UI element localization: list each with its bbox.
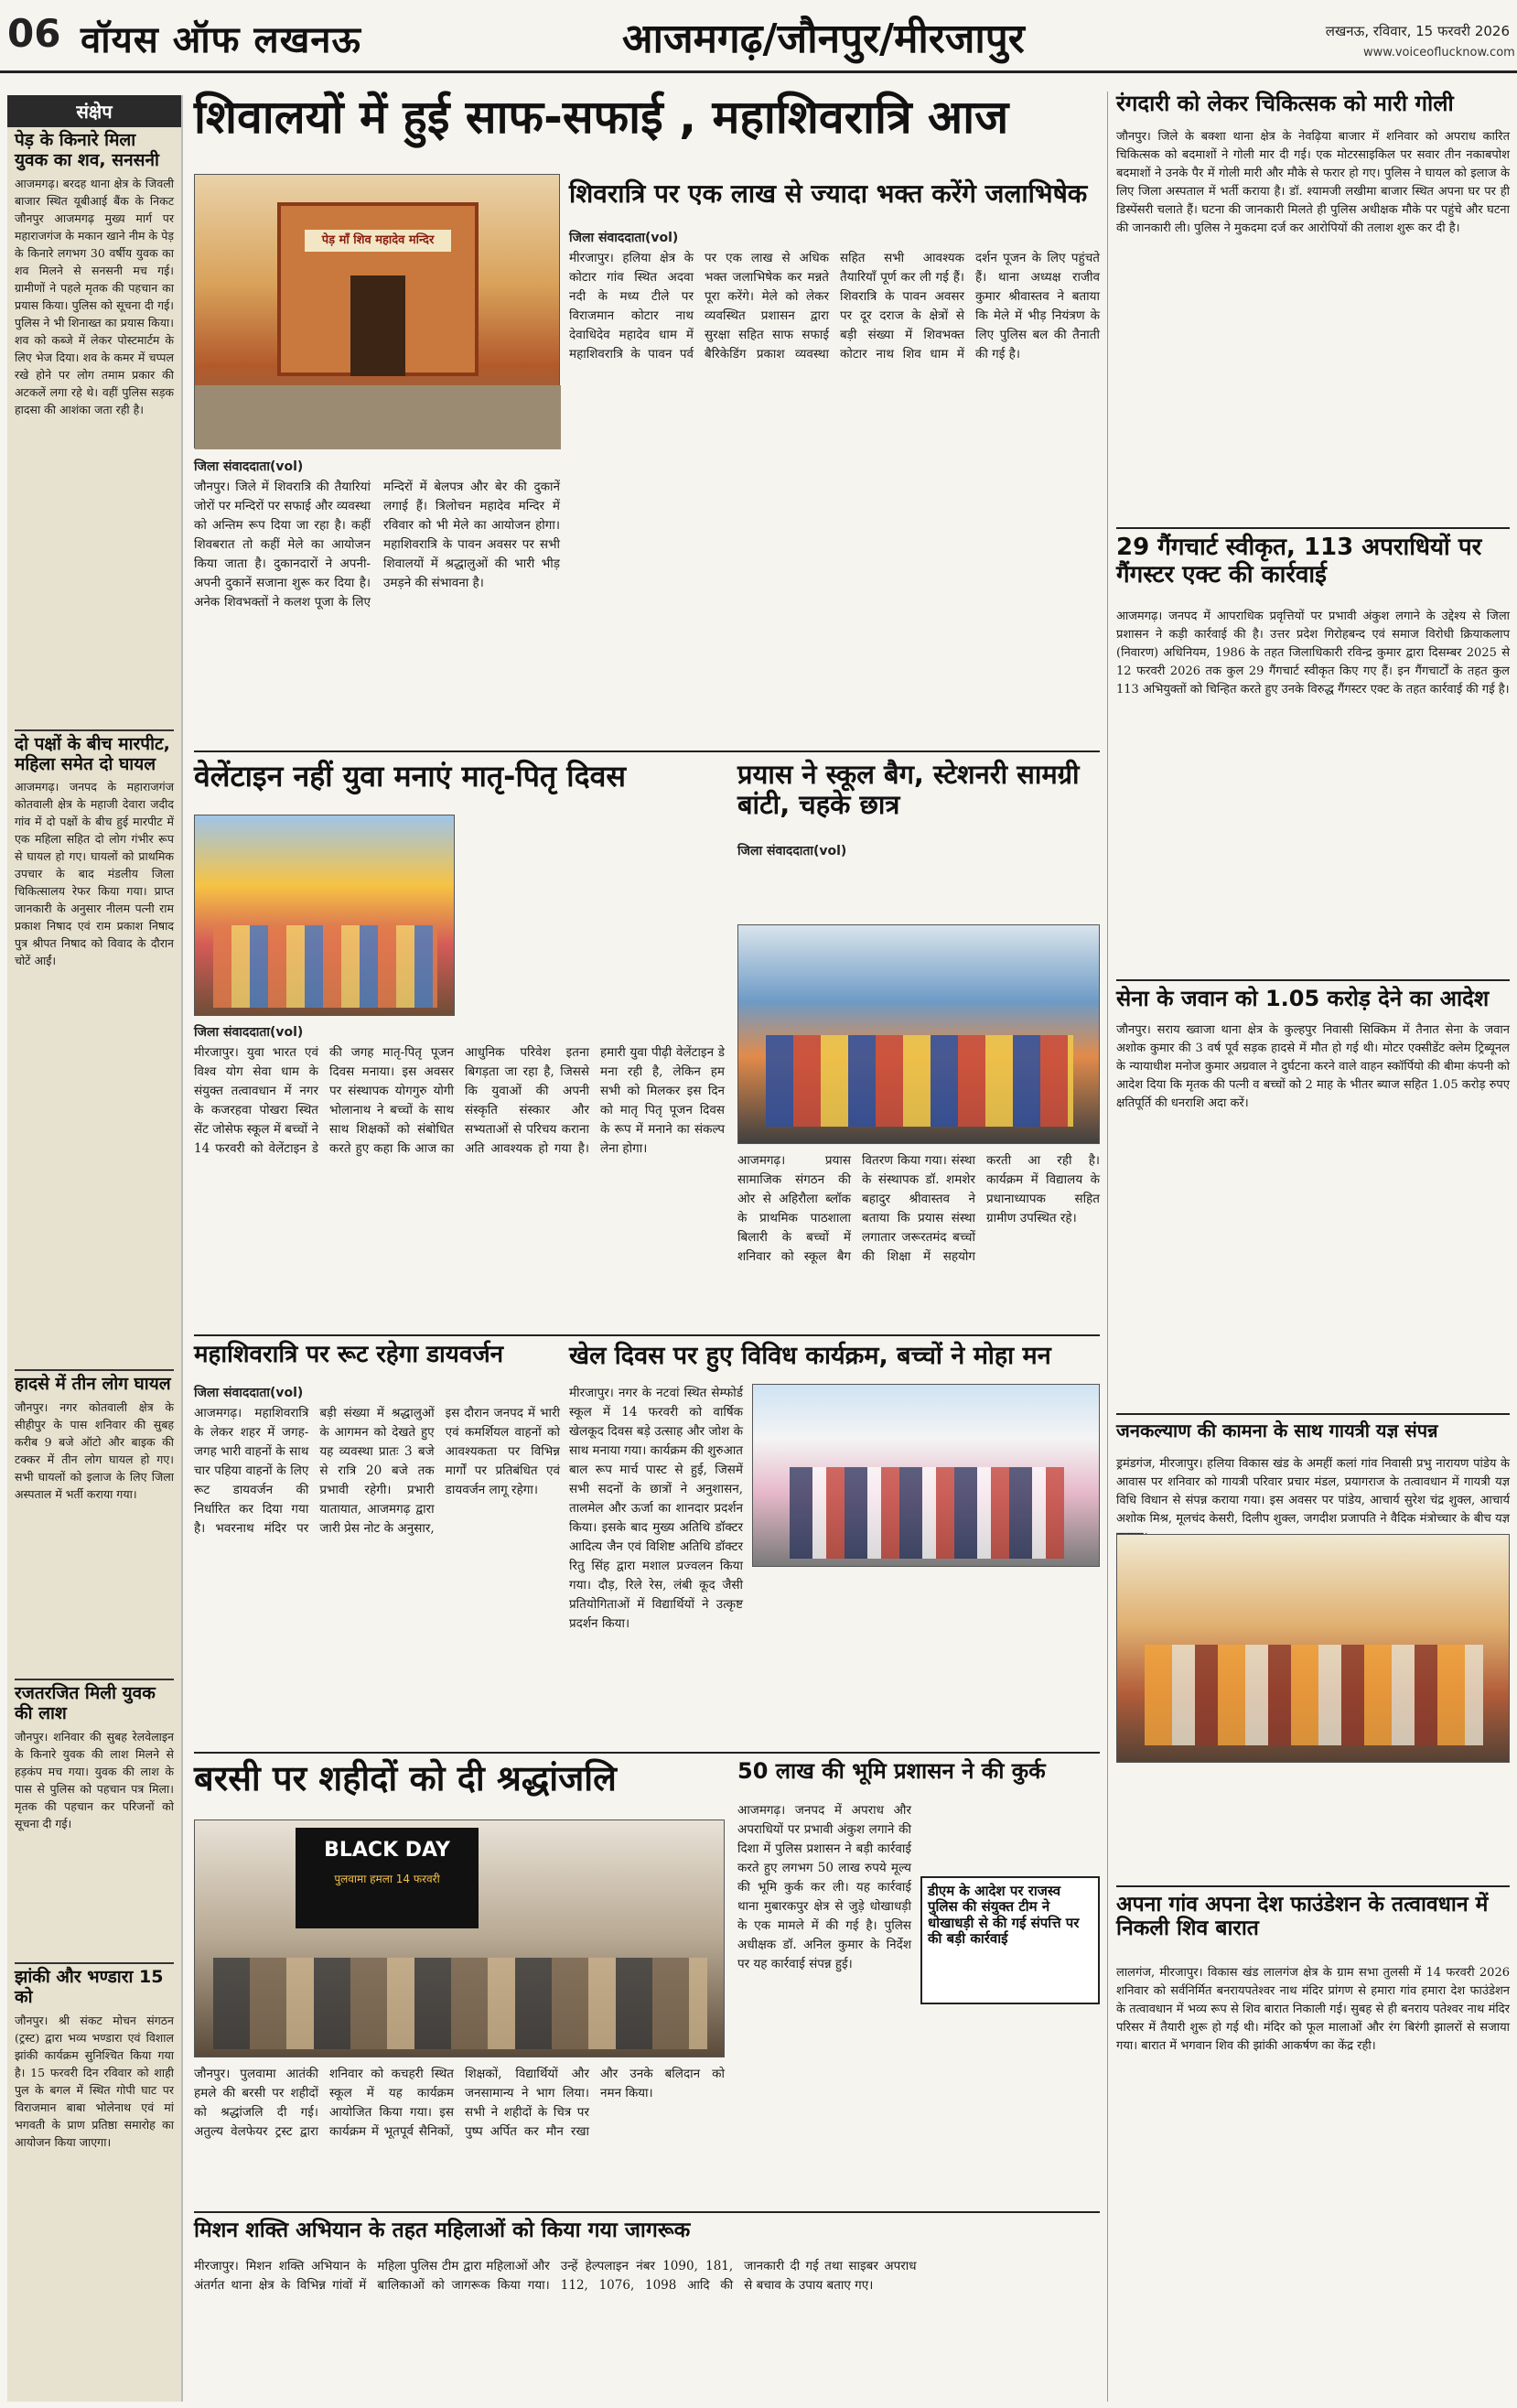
paper-name: वॉयस ऑफ लखनऊ (81, 19, 361, 61)
brief-title: पेड़ के किनारे मिला युवक का शव, सनसनी (15, 130, 159, 170)
story-text: आजमगढ़। जनपद में आपराधिक प्रवृत्तियों पर प्रभावी अंकुश लगाने के उद्देश्य से जिला प्रशासन ने कड़ी कार्रवाई की है। उत्तर प्रदेश गिरोहबन्द एवं समाज विरोधी क्रियाकलाप (निवारण) अधिनियम, 1986 के तहत जिलाधिकारी रविन्द्र कुमार द्वारा दिसम्बर 2025 से 12 फरवरी 2026 तक कुल 29 गैंगचार्ट स्वीकृत किए गए हैं। इन गैंगचार्टों के तहत कुल 113 अभियुक्तों को चिन्हित करते हुए उनके विरुद्ध गैंगस्टर एक्ट के तहत कार्रवाई की गई है। (1116, 610, 1510, 696)
story-text: मीरजापुर। मिशन शक्ति अभियान के अंतर्गत थाना क्षेत्र के विभिन्न गांवों में महिला पुलिस टीम द्वारा महिलाओं और बालिकाओं को जागरूक किया गया। उन्हें हेल्पलाइन नंबर 1090, 181, 112, 1076, 1098 आदि की जानकारी दी गई तथा साइबर अपराध से बचाव के उपाय बताए गए। (194, 2259, 917, 2293)
story-text: जौनपुर। सराय ख्वाजा थाना क्षेत्र के कुल्हपुर निवासी सिक्किम में तैनात सेना के जवान अशोक कुमार की 3 वर्ष पूर्व सड़क हादसे में मौत हो गई थी। मोटर एक्सीडेंट क्लेम ट्रिब्यूनल के न्यायाधीश मनोज कुमार अग्रवाल ने दुर्घटना करने वाले वाहन स्कॉर्पियो की बीमा कंपनी को आदेश दिया कि मृतक की पत्नी व बच्चों को 2 माह के भीतर ब्याज सहित 1.05 करोड़ रुपए क्षतिपूर्ति की धनराशि अदा करें। (1116, 1023, 1510, 1110)
school-bag-photo (737, 924, 1100, 1144)
divider (1116, 1413, 1510, 1415)
divider (1116, 527, 1510, 529)
sports-day-photo (752, 1384, 1100, 1567)
story-byline: जिला संवाददाता(vol) (194, 1386, 304, 1400)
divider (1116, 1885, 1510, 1887)
story-headline: वेलेंटाइन नहीं युवा मनाएं मातृ-पितृ दिवस (194, 759, 626, 794)
divider (1116, 979, 1510, 981)
story-headline: अपना गांव अपना देश फाउंडेशन के तत्वावधान में निकली शिव बारात (1116, 1893, 1489, 1941)
brief-text: जौनपुर। नगर कोतवाली क्षेत्र के सीहीपुर के पास शनिवार की सुबह करीब 9 बजे ऑटो और बाइक की टक्कर में तीन लोग घायल हो गए। सभी घायलों को इलाज के लिए जिला अस्पताल में भर्ती कराया गया। (15, 1400, 174, 1502)
story-text: जौनपुर। पुलवामा आतंकी हमले की बरसी पर शहीदों को श्रद्धांजलि दी गई। अतुल्य वेलफेयर ट्रस्ट द्वारा शनिवार को कचहरी स्थित स्कूल में यह कार्यक्रम आयोजित किया गया। इस कार्यक्रम में भूतपूर्व सैनिकों, शिक्षकों, विद्यार्थियों और जनसामान्य ने भाग लिया। सभी ने शहीदों के चित्र पर पुष्प अर्पित कर मौन रखा और उनके बलिदान को नमन किया। (194, 2067, 725, 2139)
story-headline: प्रयास ने स्कूल बैग, स्टेशनरी सामग्री बांटी, चहके छात्र (737, 759, 1080, 821)
story-headline: मिशन शक्ति अभियान के तहत महिलाओं को किया गया जागरूक (194, 2219, 691, 2242)
story-headline: खेल दिवस पर हुए विविध कार्यक्रम, बच्चों ने मोहा मन (569, 1342, 1051, 1370)
story-text: आजमगढ़। महाशिवरात्रि के लेकर शहर में जगह-जगह भारी वाहनों के साथ चार पहिया वाहनों के लिए रूट डायवर्जन की निर्धारित कर दिया गया है। भवरनाथ मंदिर पर बड़ी संख्या में श्रद्धालुओं के आगमन को देखते हुए यह व्यवस्था प्रातः 3 बजे से रात्रि 20 बजे तक प्रभावी रहेगी। प्रभारी यातायात, आजमगढ़ द्वारा जारी प्रेस नोट के अनुसार, इस दौरान जनपद में भारी एवं कमर्शियल वाहनों को आवश्यकता पर विभिन्न मार्गों पर प्रतिबंधित एवं डायवर्जन लागू रहेगा। (194, 1406, 560, 1536)
brief-title: दो पक्षों के बीच मारपीट, महिला समेत दो घायल (15, 729, 174, 775)
poster-subtitle: पुलवामा हमला 14 फरवरी (334, 1873, 440, 1885)
sidebar-briefs (7, 95, 183, 2402)
story-headline: रंगदारी को लेकर चिकित्सक को मारी गोली (1116, 91, 1454, 116)
page-number: 06 (7, 11, 61, 56)
dateline: लखनऊ, रविवार, 15 फरवरी 2026 (1325, 23, 1510, 39)
story-headline: महाशिवरात्रि पर रूट रहेगा डायवर्जन (194, 1341, 504, 1368)
divider (194, 750, 1100, 752)
story-text: मीरजापुर। युवा भारत एवं विश्व योग सेवा धाम के संयुक्त तत्वावधान में नगर के कजरहवा पोखरा स्थित सेंट जोसेफ स्कूल में बच्चों ने 14 फरवरी को वेलेंटाइन डे की जगह मातृ-पितृ पूजन दिवस मनाया। इस अवसर पर संस्थापक योगगुरु योगी भोलानाथ ने बच्चों के साथ साथ शिक्षकों को संबोधित करते हुए कहा कि आज का आधुनिक परिवेश इतना बिगड़ता जा रहा है, जिससे कि युवाओं की अपनी संस्कृति संस्कार और सभ्यताओं से परिचय कराना अति आवश्यक हो गया है। हमारी युवा पीढ़ी वेलेंटाइन डे मना रही है, लेकिन हम सभी को मिलकर इस दिन को मातृ पितृ पूजन दिवस के रूप में मनाने का संकल्प लेना होगा। (194, 1045, 725, 1156)
section-title: आजमगढ़/जौनपुर/मीरजापुर (622, 16, 1025, 62)
poster-title: BLACK DAY (324, 1839, 450, 1862)
brief-title: रजतरजित मिली युवक की लाश (15, 1679, 174, 1724)
black-day-poster (296, 1828, 479, 1928)
lead-headline: शिवालयों में हुई साफ-सफाई , महाशिवरात्रि आज (194, 91, 1009, 144)
brief-text: जौनपुर। श्री संकट मोचन संगठन (ट्रस्ट) द्वारा भव्य भण्डारा एवं विशाल झांकी कार्यक्रम सुनिश्चित किया गया है। 15 फरवरी दिन रविवार को शाही पुल के बगल में स्थित गोपी घाट पर विराजमान बाबा भोलेनाथ एवं मां भगवती के प्राण प्रतिष्ठा समारोह का आयोजन किया जाएगा। (15, 2013, 174, 2149)
story-headline: 29 गैंगचार्ट स्वीकृत, 113 अपराधियों पर गैंगस्टर एक्ट की कार्रवाई (1116, 534, 1482, 589)
brief-text: आजमगढ़। बरदह थाना क्षेत्र के जिवली बाजार स्थित यूबीआई बैंक के निकट जौनपुर आजमगढ़ मुख्य मार्ग पर महाराजगंज के मकान खाने नीम के पेड़ के किनारे लगभग 30 वर्षीय युवक का शव मिलने से सनसनी मच गई। ग्रामीणों ने पहले मृतक की पहचान का प्रयास किया। पुलिस को सूचना दी गई। पुलिस ने भी शिनाख्त का प्रयास किया। शव को कब्जे में लेकर पोस्टमार्टम के लिए भेज दिया। शव के कमर में चप्पल रखे होने पर लोग तमाम प्रकार की अटकलें लगा रहे थे। वहीं पुलिस सड़क हादसा की आशंका जता रही है। (15, 176, 174, 416)
story-text: लालगंज, मीरजापुर। विकास खंड लालगंज क्षेत्र के ग्राम सभा तुलसी में 14 फरवरी 2026 शनिवार को सर्वनिर्मित बनरायपतेश्वर नाथ मंदिर प्रांगण से हमारा गांव हमारा देश फाउंडेशन के तत्वावधान में भव्य रूप से शिव बारात निकाली गई। सुबह से ही बनराय पतेश्वर नाथ मंदिर परिसर में तैयारी शुरू हो गई थी। मंदिर को फूल मालाओं और रंग बिरंगी झालरों से सजाया गया। बारात में भगवान शिव की झांकी आकर्षण का केंद्र रही। (1116, 1966, 1510, 2053)
story-headline: शिवरात्रि पर एक लाख से ज्यादा भक्त करेंगे जलाभिषेक (569, 178, 1088, 209)
story-headline: बरसी पर शहीदों को दी श्रद्धांजलि (194, 1758, 617, 1798)
story-byline: जिला संवाददाता(vol) (569, 231, 679, 245)
brief-title: हादसे में तीन लोग घायल (15, 1369, 174, 1395)
story-headline: 50 लाख की भूमि प्रशासन ने की कुर्क (737, 1758, 1046, 1784)
lead-byline: जिला संवाददाता(vol) (194, 459, 304, 474)
divider (194, 1334, 1100, 1336)
masthead (0, 0, 1517, 73)
temple-photo (194, 174, 560, 448)
story-headline: जनकल्याण की कामना के साथ गायत्री यज्ञ संपन्न (1116, 1420, 1438, 1442)
story-headline: सेना के जवान को 1.05 करोड़ देने का आदेश (1116, 986, 1490, 1011)
story-byline: जिला संवाददाता(vol) (194, 1025, 304, 1040)
story-text: मीरजापुर। हलिया क्षेत्र के कोटार गांव स्थित अदवा नदी के मध्य टीले पर विराजमान कोटार नाथ देवाधिदेव महादेव धाम में महाशिवरात्रि के पावन पर्व पर एक लाख से अधिक भक्त जलाभिषेक कर मन्नते पूरा करेंगे। मेले को लेकर व्यवस्थित प्रशासन द्वारा सुरक्षा सहित साफ सफाई बैरिकेडिंग प्रकाश व्यवस्था सहित सभी आवश्यक तैयारियाँ पूर्ण कर ली गई हैं। शिवरात्रि के पावन अवसर पर दूर दराज के क्षेत्रों से बड़ी संख्या में शिवभक्त कोटार नाथ शिव धाम में दर्शन पूजन के लिए पहुंचते हैं। थाना अध्यक्ष राजीव कुमार श्रीवास्तव ने बताया कि मेले में भीड़ नियंत्रण के लिए पुलिस बल की तैनाती की गई है। (569, 251, 1100, 362)
brief-text: आजमगढ़। जनपद के महाराजगंज कोतवाली क्षेत्र के महाजी देवारा जदीद गांव में दो पक्षों के बीच हुई मारपीट में एक महिला सहित दो लोग गंभीर रूप से घायल हो गए। घायलों को प्राथमिक उपचार के बाद मंडलीय जिला चिकित्सालय रेफर किया गया। प्राप्त जानकारी के अनुसार नीलम पत्नी राम प्रकाश निषाद एवं राम प्रकाश निषाद पुत्र श्रीपत निषाद को विवाद के दौरान चोटें आईं। (15, 780, 174, 968)
column-rule (1107, 92, 1108, 2402)
story-byline: जिला संवाददाता(vol) (737, 844, 847, 858)
story-text: मीरजापुर। नगर के नटवां स्थित सेम्फोर्ड स्कूल में 14 फरवरी को वार्षिक खेलकूद दिवस बड़े उत्साह और जोश के साथ मनाया गया। कार्यक्रम की शुरुआत बाल रूप मार्च पास्ट से हुई, जिसमें सभी सदनों के छात्रों ने अनुशासन, तालमेल और ऊर्जा का शानदार प्रदर्शन किया। इसके बाद मुख्य अतिथि डॉक्टर आदित्य जैन एवं विशिष्ट अतिथि डॉक्टर रितु सिंह द्वारा मशाल प्रज्वलन किया गया। दौड़, रिले रेस, लंबी कूद जैसी प्रतियोगिताओं में विद्यार्थियों ने उत्कृष्ट प्रदर्शन किया। (569, 1386, 743, 1631)
lead-text: जौनपुर। जिले में शिवरात्रि की तैयारियां जोरों पर मन्दिरों पर सफाई और व्यवस्था को अन्तिम रूप दिया जा रहा है। कहीं शिवबरात तो कहीं मेले का आयोजन किया जाता है। दुकानदारों ने अपनी-अपनी दुकानें सजाना शुरू कर दिया है। अनेक शिवभक्तों ने कलश पूजा के लिए मन्दिरों में बेलपत्र और बेर की दुकानें लगाई हैं। त्रिलोचन महादेव मन्दिर में रविवार को भी मेले का आयोजन होगा। महाशिवरात्रि के पावन अवसर पर सभी शिवालयों में श्रद्धालुओं की भारी भीड़ उमड़ने की संभावना है। (194, 480, 560, 610)
story-text: आजमगढ़। प्रयास सामाजिक संगठन की ओर से अहिरौला ब्लॉक के प्राथमिक पाठशाला बिलारी के बच्चों में शनिवार को स्कूल बैग वितरण किया गया। संस्था के संस्थापक डॉ. शमशेर बहादुर श्रीवास्तव ने बताया कि प्रयास संस्था लगातार जरूरतमंद बच्चों की शिक्षा में सहयोग करती आ रही है। कार्यक्रम में विद्यालय के प्रधानाध्यापक सहित ग्रामीण उपस्थित रहे। (737, 1153, 1100, 1264)
temple-sign: पेड़ माँ शिव महादेव मन्दिर (305, 230, 451, 252)
brief-title: झांकी और भण्डारा 15 को (15, 1962, 174, 2008)
divider (194, 1752, 1100, 1754)
story-text: ड्रमंडगंज, मीरजापुर। हलिया विकास खंड के अमहीं कलां गांव निवासी प्रभु नारायण पांडेय के आवास पर शनिवार को गायत्री परिवार प्रचार मंडल, प्रयागराज के तत्वावधान में गायत्री यज्ञ विधि विधान से संपन्न कराया गया। इस अवसर पर पांडेय, आचार्य सुरेश चंद्र शुक्ल, आचार्य अशोक मिश्र, मूलचंद केसरी, दिलीप शुक्ल, जगदीश प्रजापति ने वैदिक मंत्रोच्चार के बीच यज्ञ (1116, 1457, 1510, 1526)
divider (194, 2211, 1100, 2213)
tribute-photo (194, 1819, 725, 2057)
website-link[interactable]: www.voiceoflucknow.com (1363, 46, 1515, 59)
sidebar-header: संक्षेप (7, 95, 181, 127)
children-event-photo (194, 815, 455, 1016)
story-subhead-box: डीएम के आदेश पर राजस्व पुलिस की संयुक्त टीम ने धोखाधड़ी से की गई संपत्ति पर की बड़ी कार्रवाई (920, 1876, 1100, 2004)
story-text: जौनपुर। जिले के बक्शा थाना क्षेत्र के नेवढ़िया बाजार में शनिवार को अपराध कारित चिकित्सक को बदमाशों ने गोली मार दी गई। एक मोटरसाइकिल पर सवार तीन नकाबपोश बदमाशों ने उनके पैर में गोली मारी और मौके से फरार हो गए। पुलिस ने घायल को इलाज के लिए जिला अस्पताल में भर्ती कराया है। डॉ. श्यामजी लखीमा बाजार स्थित अपना घर पर ही डिस्पेंसरी चलाते हैं। घटना की जानकारी मिलते ही पुलिस अधीक्षक मौके पर पहुंचे और घटना की जानकारी ली। पुलिस ने मुकदमा दर्ज कर आरोपियों की तलाश शुरू कर दी है। (1116, 130, 1510, 235)
story-text: आजमगढ़। जनपद में अपराध और अपराधियों पर प्रभावी अंकुश लगाने की दिशा में पुलिस प्रशासन ने बड़ी कार्रवाई करते हुए लगभग 50 लाख रुपये मूल्य की भूमि कुर्क कर ली। यह कार्रवाई थाना मुबारकपुर क्षेत्र से जुड़े धोखाधड़ी के एक मामले में की गई है। पुलिस अधीक्षक डॉ. अनिल कुमार के निर्देश पर यह कार्रवाई संपन्न हुई। (737, 1803, 911, 1971)
yagya-photo (1116, 1534, 1510, 1763)
brief-text: जौनपुर। शनिवार की सुबह रेलवेलाइन के किनारे युवक की लाश मिलने से हड़कंप मच गया। युवक की लाश के पास से पुलिस को पहचान पत्र मिला। मृतक की पहचान कर परिजनों को सूचना दी गई। (15, 1729, 174, 1830)
